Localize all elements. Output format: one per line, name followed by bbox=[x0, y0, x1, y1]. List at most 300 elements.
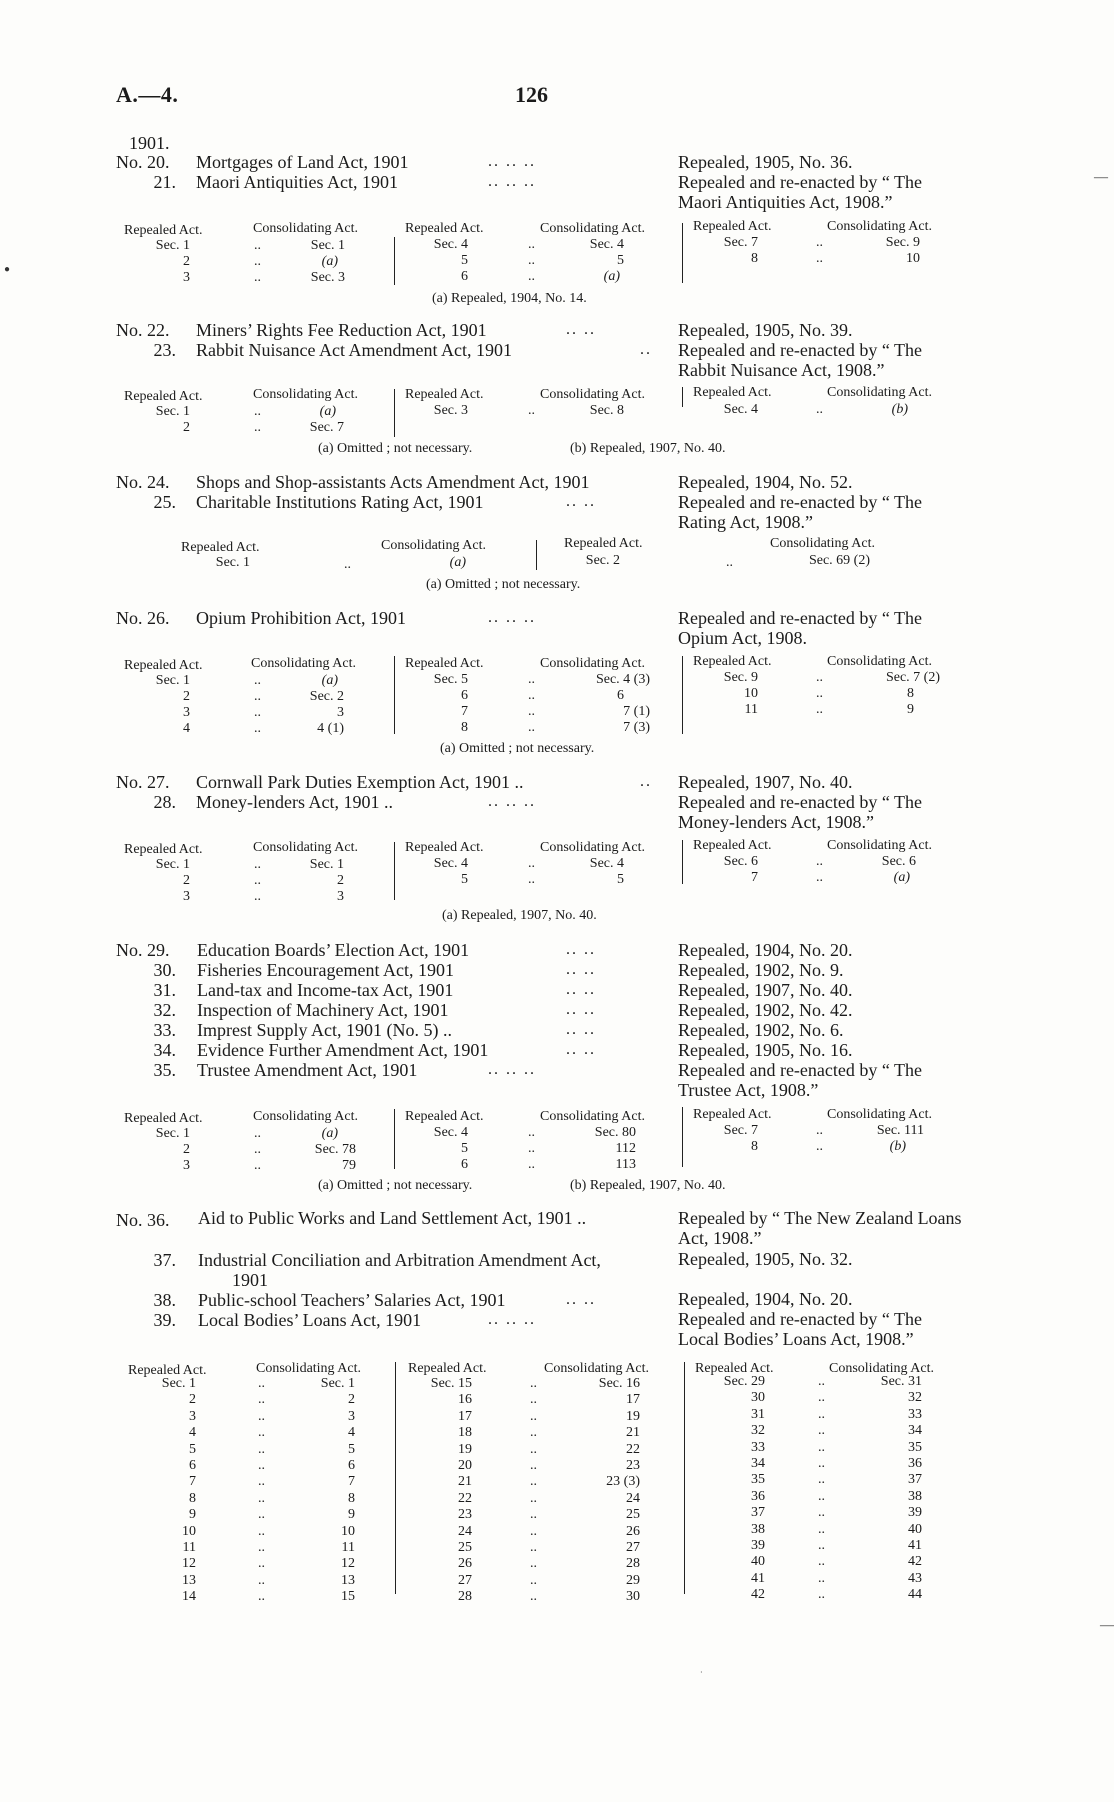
consolidating-section: 24 bbox=[626, 1491, 640, 1506]
leader-dots: .. bbox=[530, 1491, 537, 1506]
leader-dots: .. bbox=[254, 705, 261, 720]
leader-dots: .. bbox=[258, 1425, 265, 1440]
col-header-repealed: Repealed Act. bbox=[693, 385, 772, 400]
leader-dots: .. bbox=[254, 721, 261, 736]
leader-dots: .. bbox=[530, 1573, 537, 1588]
repealed-section: 38 bbox=[751, 1522, 765, 1537]
act-title: Local Bodies’ Loans Act, 1901 bbox=[198, 1310, 422, 1330]
table-footnote: (a) Omitted ; not necessary. bbox=[318, 441, 473, 456]
repealed-section: Sec. 1 bbox=[155, 673, 190, 688]
leader-dots: .. bbox=[640, 341, 652, 358]
act-status: Repealed, 1907, No. 40. bbox=[678, 980, 853, 1000]
repealed-section: 8 bbox=[461, 720, 468, 735]
repealed-section: 23 bbox=[458, 1507, 472, 1522]
leader-dots: .. bbox=[258, 1458, 265, 1473]
leader-dots: .. bbox=[816, 235, 823, 250]
act-number: No. 24. bbox=[116, 472, 170, 492]
consolidating-section: (b) bbox=[889, 1139, 906, 1154]
act-status: Repealed and re-enacted by “ The Money-lenders Act, 1908.” bbox=[678, 792, 923, 832]
repealed-section: 42 bbox=[751, 1587, 765, 1602]
col-header-consolidating: Consolidating Act. bbox=[253, 387, 358, 402]
leader-dots: .. bbox=[818, 1374, 825, 1389]
consolidating-section: 17 bbox=[626, 1392, 640, 1407]
repealed-section: 40 bbox=[751, 1554, 765, 1569]
repealed-section: 5 bbox=[461, 253, 468, 268]
repealed-section: 25 bbox=[458, 1540, 472, 1555]
act-status: Repealed by “ The New Zealand Loans Act, 1908.” bbox=[678, 1208, 962, 1248]
column-divider bbox=[682, 223, 683, 283]
repealed-section: 36 bbox=[751, 1489, 765, 1504]
act-title: Shops and Shop-assistants Acts Amendment Act, 1901 bbox=[196, 472, 590, 492]
leader-dots: .. bbox=[528, 237, 535, 252]
consolidating-section: 3 bbox=[337, 889, 344, 904]
leader-dots: .. .. bbox=[566, 981, 596, 998]
act-title: Aid to Public Works and Land Settlement Act, 1901 .. bbox=[198, 1208, 587, 1228]
consolidating-section: 26 bbox=[626, 1524, 640, 1539]
leader-dots: .. bbox=[258, 1573, 265, 1588]
consolidating-section: (a) bbox=[449, 555, 466, 570]
repealed-section: 13 bbox=[182, 1573, 196, 1588]
act-status: Repealed and re-enacted by “ The Local Bodies’ Loans Act, 1908.” bbox=[678, 1309, 923, 1349]
repealed-section: 34 bbox=[751, 1456, 765, 1471]
repealed-section: 17 bbox=[458, 1409, 472, 1424]
consolidating-section: 2 bbox=[348, 1392, 355, 1407]
leader-dots: .. bbox=[530, 1474, 537, 1489]
act-title-continued: 1901 bbox=[232, 1270, 268, 1290]
act-title: Charitable Institutions Rating Act, 1901 bbox=[196, 492, 484, 512]
leader-dots: .. bbox=[254, 1126, 261, 1141]
repealed-section: 11 bbox=[744, 702, 758, 717]
consolidating-section: 112 bbox=[615, 1141, 636, 1156]
consolidating-section: (a) bbox=[319, 404, 336, 419]
consolidating-section: 4 (1) bbox=[317, 721, 344, 736]
consolidating-section: 8 bbox=[907, 686, 914, 701]
consolidating-section: Sec. 9 bbox=[885, 235, 920, 250]
repealed-section: 7 bbox=[751, 870, 758, 885]
consolidating-section: 34 bbox=[908, 1423, 922, 1438]
consolidating-section: 32 bbox=[908, 1390, 922, 1405]
col-header-consolidating: Consolidating Act. bbox=[540, 1109, 645, 1124]
leader-dots: .. bbox=[818, 1456, 825, 1471]
consolidating-section: 39 bbox=[908, 1505, 922, 1520]
col-header-consolidating: Consolidating Act. bbox=[827, 838, 932, 853]
consolidating-section: 5 bbox=[348, 1442, 355, 1457]
repealed-section: 11 bbox=[182, 1540, 196, 1555]
act-number: 32. bbox=[153, 1000, 176, 1020]
column-divider bbox=[394, 389, 395, 437]
repealed-section: Sec. 4 bbox=[433, 856, 468, 871]
repealed-section: 24 bbox=[458, 1524, 472, 1539]
consolidating-section: Sec. 111 bbox=[876, 1123, 924, 1138]
leader-dots: .. bbox=[816, 251, 823, 266]
col-header-consolidating: Consolidating Act. bbox=[540, 656, 645, 671]
leader-dots: .. .. bbox=[566, 1041, 596, 1058]
act-number: No. 27. bbox=[116, 772, 170, 792]
consolidating-section: 4 bbox=[348, 1425, 355, 1440]
leader-dots: .. bbox=[254, 404, 261, 419]
act-number: 33. bbox=[153, 1020, 176, 1040]
col-header-consolidating: Consolidating Act. bbox=[540, 387, 645, 402]
repealed-section: Sec. 7 bbox=[723, 235, 758, 250]
consolidating-section: Sec. 7 bbox=[309, 420, 344, 435]
leader-dots: .. bbox=[726, 555, 733, 570]
leader-dots: .. .. .. bbox=[488, 609, 536, 626]
repealed-section: 32 bbox=[751, 1423, 765, 1438]
repealed-section: 26 bbox=[458, 1556, 472, 1571]
repealed-section: 14 bbox=[182, 1589, 196, 1604]
act-number: No. 20. bbox=[116, 152, 170, 172]
consolidating-section: 23 (3) bbox=[606, 1474, 640, 1489]
repealed-section: 9 bbox=[189, 1507, 196, 1522]
column-divider bbox=[395, 1362, 396, 1594]
repealed-section: Sec. 4 bbox=[433, 1125, 468, 1140]
repealed-section: 2 bbox=[183, 420, 190, 435]
leader-dots: .. bbox=[528, 403, 535, 418]
col-header-repealed: Repealed Act. bbox=[124, 389, 203, 404]
act-number: No. 22. bbox=[116, 320, 170, 340]
repealed-section: 10 bbox=[182, 1524, 196, 1539]
repealed-section: 21 bbox=[458, 1474, 472, 1489]
consolidating-section: Sec. 69 (2) bbox=[808, 553, 870, 568]
table-footnote: (a) Repealed, 1904, No. 14. bbox=[432, 291, 587, 306]
col-header-consolidating: Consolidating Act. bbox=[827, 385, 932, 400]
repealed-section: 28 bbox=[458, 1589, 472, 1604]
act-number: 23. bbox=[153, 340, 176, 360]
consolidating-section: 113 bbox=[615, 1157, 636, 1172]
consolidating-section: Sec. 4 bbox=[589, 237, 624, 252]
leader-dots: .. bbox=[530, 1589, 537, 1604]
leader-dots: .. bbox=[258, 1507, 265, 1522]
repealed-section: 30 bbox=[751, 1390, 765, 1405]
col-header-consolidating: Consolidating Act. bbox=[827, 1107, 932, 1122]
consolidating-section: Sec. 6 bbox=[881, 854, 916, 869]
consolidating-section: 37 bbox=[908, 1472, 922, 1487]
consolidating-section: (a) bbox=[603, 269, 620, 284]
col-header-consolidating: Consolidating Act. bbox=[253, 840, 358, 855]
leader-dots: .. bbox=[254, 673, 261, 688]
leader-dots: .. bbox=[258, 1540, 265, 1555]
leader-dots: .. bbox=[258, 1409, 265, 1424]
column-divider bbox=[536, 540, 537, 570]
col-header-repealed: Repealed Act. bbox=[693, 1107, 772, 1122]
repealed-section: 5 bbox=[189, 1442, 196, 1457]
leader-dots: .. .. bbox=[566, 1021, 596, 1038]
consolidating-section: 9 bbox=[907, 702, 914, 717]
consolidating-section: 36 bbox=[908, 1456, 922, 1471]
col-header-consolidating: Consolidating Act. bbox=[540, 221, 645, 236]
leader-dots: .. bbox=[816, 1123, 823, 1138]
consolidating-section: Sec. 80 bbox=[594, 1125, 636, 1140]
leader-dots: .. bbox=[816, 686, 823, 701]
col-header-repealed: Repealed Act. bbox=[564, 536, 643, 551]
act-title: Opium Prohibition Act, 1901 bbox=[196, 608, 407, 628]
repealed-section: Sec. 4 bbox=[433, 237, 468, 252]
consolidating-section: 42 bbox=[908, 1554, 922, 1569]
leader-dots: .. bbox=[258, 1589, 265, 1604]
leader-dots: .. bbox=[530, 1392, 537, 1407]
leader-dots: .. bbox=[258, 1524, 265, 1539]
leader-dots: .. bbox=[254, 689, 261, 704]
act-title: Fisheries Encouragement Act, 1901 bbox=[197, 960, 454, 980]
consolidating-section: 2 bbox=[337, 873, 344, 888]
act-status: Repealed, 1907, No. 40. bbox=[678, 772, 853, 792]
col-header-repealed: Repealed Act. bbox=[405, 221, 484, 236]
consolidating-section: 23 bbox=[626, 1458, 640, 1473]
year-label: 1901. bbox=[129, 133, 170, 153]
repealed-section: 39 bbox=[751, 1538, 765, 1553]
consolidating-section: Sec. 7 (2) bbox=[885, 670, 940, 685]
act-title: Maori Antiquities Act, 1901 bbox=[196, 172, 398, 192]
col-header-consolidating: Consolidating Act. bbox=[827, 219, 932, 234]
col-header-repealed: Repealed Act. bbox=[181, 540, 260, 555]
repealed-section: 5 bbox=[461, 872, 468, 887]
leader-dots: .. bbox=[530, 1425, 537, 1440]
repealed-section: 2 bbox=[183, 873, 190, 888]
column-divider bbox=[394, 656, 395, 734]
act-title: Mortgages of Land Act, 1901 bbox=[196, 152, 409, 172]
act-title: Cornwall Park Duties Exemption Act, 1901 .. bbox=[196, 772, 524, 792]
leader-dots: .. .. bbox=[566, 961, 596, 978]
consolidating-section: 6 bbox=[617, 688, 624, 703]
consolidating-section: Sec. 4 bbox=[589, 856, 624, 871]
consolidating-section: 7 (1) bbox=[623, 704, 650, 719]
leader-dots: .. bbox=[528, 872, 535, 887]
act-title: Money-lenders Act, 1901 .. bbox=[196, 792, 393, 812]
leader-dots: .. .. .. bbox=[488, 1061, 536, 1078]
repealed-section: Sec. 9 bbox=[723, 670, 758, 685]
leader-dots: .. bbox=[258, 1392, 265, 1407]
col-header-repealed: Repealed Act. bbox=[405, 387, 484, 402]
table-footnote: (a) Omitted ; not necessary. bbox=[318, 1178, 473, 1193]
leader-dots: .. bbox=[816, 702, 823, 717]
leader-dots: .. .. .. bbox=[488, 1311, 536, 1328]
leader-dots: .. bbox=[254, 857, 261, 872]
repealed-section: Sec. 15 bbox=[430, 1376, 472, 1391]
repealed-section: 6 bbox=[461, 269, 468, 284]
consolidating-section: 29 bbox=[626, 1573, 640, 1588]
leader-dots: .. bbox=[258, 1442, 265, 1457]
act-number: 37. bbox=[153, 1250, 176, 1270]
consolidating-section: 33 bbox=[908, 1407, 922, 1422]
leader-dots: .. bbox=[254, 889, 261, 904]
leader-dots: .. bbox=[816, 870, 823, 885]
consolidating-section: (b) bbox=[891, 402, 908, 417]
repealed-section: Sec. 1 bbox=[155, 1126, 190, 1141]
col-header-repealed: Repealed Act. bbox=[693, 654, 772, 669]
repealed-section: Sec. 4 bbox=[723, 402, 758, 417]
leader-dots: .. bbox=[530, 1458, 537, 1473]
repealed-section: 10 bbox=[744, 686, 758, 701]
consolidating-section: 30 bbox=[626, 1589, 640, 1604]
column-divider bbox=[394, 1109, 395, 1169]
leader-dots: .. bbox=[530, 1556, 537, 1571]
leader-dots: .. bbox=[818, 1390, 825, 1405]
repealed-section: 2 bbox=[189, 1392, 196, 1407]
consolidating-section: 5 bbox=[617, 872, 624, 887]
leader-dots: .. bbox=[528, 688, 535, 703]
consolidating-section: 10 bbox=[906, 251, 920, 266]
col-header-consolidating: Consolidating Act. bbox=[829, 1361, 934, 1376]
repealed-section: 8 bbox=[751, 1139, 758, 1154]
repealed-section: 20 bbox=[458, 1458, 472, 1473]
leader-dots: .. bbox=[528, 704, 535, 719]
leader-dots: .. .. .. bbox=[488, 793, 536, 810]
col-header-consolidating: Consolidating Act. bbox=[540, 840, 645, 855]
repealed-section: 6 bbox=[461, 1157, 468, 1172]
leader-dots: .. bbox=[258, 1556, 265, 1571]
consolidating-section: 11 bbox=[341, 1540, 355, 1555]
repealed-section: 8 bbox=[751, 251, 758, 266]
consolidating-section: Sec. 1 bbox=[320, 1376, 355, 1391]
leader-dots: .. bbox=[818, 1554, 825, 1569]
act-status: Repealed, 1904, No. 20. bbox=[678, 1289, 853, 1309]
act-title: Rabbit Nuisance Act Amendment Act, 1901 bbox=[196, 340, 512, 360]
consolidating-section: 13 bbox=[341, 1573, 355, 1588]
consolidating-section: (a) bbox=[893, 870, 910, 885]
consolidating-section: 5 bbox=[617, 253, 624, 268]
leader-dots: .. bbox=[818, 1472, 825, 1487]
column-divider bbox=[682, 387, 683, 407]
repealed-section: 3 bbox=[183, 705, 190, 720]
consolidating-section: 3 bbox=[348, 1409, 355, 1424]
repealed-section: Sec. 5 bbox=[433, 672, 468, 687]
act-title: Imprest Supply Act, 1901 (No. 5) .. bbox=[197, 1020, 452, 1040]
repealed-section: Sec. 3 bbox=[433, 403, 468, 418]
consolidating-section: Sec. 31 bbox=[880, 1374, 922, 1389]
leader-dots: .. bbox=[258, 1376, 265, 1391]
leader-dots: .. bbox=[528, 720, 535, 735]
col-header-repealed: Repealed Act. bbox=[128, 1363, 207, 1378]
leader-dots: .. bbox=[254, 270, 261, 285]
act-title: Evidence Further Amendment Act, 1901 bbox=[197, 1040, 489, 1060]
consolidating-section: Sec. 16 bbox=[598, 1376, 640, 1391]
col-header-repealed: Repealed Act. bbox=[124, 658, 203, 673]
leader-dots: .. bbox=[528, 253, 535, 268]
act-number: 25. bbox=[153, 492, 176, 512]
column-divider bbox=[682, 840, 683, 884]
consolidating-section: 21 bbox=[626, 1425, 640, 1440]
col-header-consolidating: Consolidating Act. bbox=[381, 538, 486, 553]
document-reference: A.—4. bbox=[116, 82, 179, 107]
consolidating-section: 9 bbox=[348, 1507, 355, 1522]
leader-dots: .. bbox=[528, 856, 535, 871]
act-number: 30. bbox=[153, 960, 176, 980]
leader-dots: .. bbox=[818, 1571, 825, 1586]
consolidating-section: Sec. 1 bbox=[310, 238, 345, 253]
leader-dots: .. bbox=[530, 1540, 537, 1555]
column-divider bbox=[682, 1107, 683, 1167]
act-title: Industrial Conciliation and Arbitration Amendment Act, bbox=[198, 1250, 601, 1270]
repealed-section: 12 bbox=[182, 1556, 196, 1571]
leader-dots: .. bbox=[528, 1125, 535, 1140]
col-header-repealed: Repealed Act. bbox=[695, 1361, 774, 1376]
consolidating-section: Sec. 8 bbox=[589, 403, 624, 418]
act-title: Land-tax and Income-tax Act, 1901 bbox=[197, 980, 454, 1000]
column-divider bbox=[394, 842, 395, 900]
consolidating-section: 7 bbox=[348, 1474, 355, 1489]
consolidating-section: Sec. 3 bbox=[310, 270, 345, 285]
consolidating-section: 41 bbox=[908, 1538, 922, 1553]
leader-dots: .. bbox=[258, 1474, 265, 1489]
act-title: Miners’ Rights Fee Reduction Act, 1901 bbox=[196, 320, 487, 340]
repealed-section: 2 bbox=[183, 1142, 190, 1157]
leader-dots: .. .. .. bbox=[488, 173, 536, 190]
repealed-section: Sec. 1 bbox=[161, 1376, 196, 1391]
leader-dots: .. bbox=[530, 1376, 537, 1391]
act-number: 39. bbox=[153, 1310, 176, 1330]
leader-dots: .. bbox=[530, 1507, 537, 1522]
leader-dots: .. bbox=[254, 1158, 261, 1173]
repealed-section: 19 bbox=[458, 1442, 472, 1457]
table-footnote: (a) Omitted ; not necessary. bbox=[440, 741, 595, 756]
repealed-section: Sec. 1 bbox=[155, 404, 190, 419]
leader-dots: .. bbox=[530, 1442, 537, 1457]
act-number: No. 26. bbox=[116, 608, 170, 628]
leader-dots: .. .. bbox=[566, 1291, 596, 1308]
act-status: Repealed, 1905, No. 16. bbox=[678, 1040, 853, 1060]
act-status: Repealed, 1905, No. 39. bbox=[678, 320, 853, 340]
leader-dots: .. bbox=[528, 1141, 535, 1156]
consolidating-section: (a) bbox=[321, 254, 338, 269]
leader-dots: .. .. .. bbox=[488, 153, 536, 170]
repealed-section: Sec. 29 bbox=[723, 1374, 765, 1389]
repealed-section: Sec. 1 bbox=[215, 555, 250, 570]
consolidating-section: Sec. 4 (3) bbox=[595, 672, 650, 687]
col-header-consolidating: Consolidating Act. bbox=[253, 221, 358, 236]
act-title: Education Boards’ Election Act, 1901 bbox=[197, 940, 470, 960]
leader-dots: .. bbox=[344, 557, 351, 572]
leader-dots: .. bbox=[818, 1505, 825, 1520]
col-header-consolidating: Consolidating Act. bbox=[253, 1109, 358, 1124]
act-status: Repealed, 1904, No. 20. bbox=[678, 940, 853, 960]
repealed-section: Sec. 7 bbox=[723, 1123, 758, 1138]
leader-dots: .. bbox=[528, 269, 535, 284]
column-divider bbox=[682, 656, 683, 734]
act-status: Repealed, 1905, No. 36. bbox=[678, 152, 853, 172]
consolidating-section: 15 bbox=[341, 1589, 355, 1604]
act-status: Repealed, 1902, No. 42. bbox=[678, 1000, 853, 1020]
repealed-section: 3 bbox=[183, 1158, 190, 1173]
table-footnote: (b) Repealed, 1907, No. 40. bbox=[570, 441, 726, 456]
leader-dots: .. bbox=[818, 1522, 825, 1537]
leader-dots: .. bbox=[818, 1423, 825, 1438]
leader-dots: .. bbox=[818, 1407, 825, 1422]
act-status: Repealed and re-enacted by “ The Trustee Act, 1908.” bbox=[678, 1060, 923, 1100]
repealed-section: 33 bbox=[751, 1440, 765, 1455]
repealed-section: 3 bbox=[189, 1409, 196, 1424]
consolidating-section: 43 bbox=[908, 1571, 922, 1586]
repealed-section: Sec. 2 bbox=[585, 553, 620, 568]
repealed-section: 3 bbox=[183, 270, 190, 285]
table-footnote: (a) Repealed, 1907, No. 40. bbox=[442, 908, 597, 923]
leader-dots: .. bbox=[818, 1538, 825, 1553]
consolidating-section: 44 bbox=[908, 1587, 922, 1602]
act-number: 38. bbox=[153, 1290, 176, 1310]
act-status: Repealed, 1902, No. 6. bbox=[678, 1020, 844, 1040]
col-header-consolidating: Consolidating Act. bbox=[256, 1361, 361, 1376]
consolidating-section: Sec. 78 bbox=[314, 1142, 356, 1157]
repealed-section: 31 bbox=[751, 1407, 765, 1422]
act-title: Trustee Amendment Act, 1901 bbox=[197, 1060, 418, 1080]
consolidating-section: (a) bbox=[321, 1126, 338, 1141]
act-title: Public-school Teachers’ Salaries Act, 1901 bbox=[198, 1290, 506, 1310]
consolidating-section: 8 bbox=[348, 1491, 355, 1506]
leader-dots: .. bbox=[528, 672, 535, 687]
col-header-repealed: Repealed Act. bbox=[124, 1111, 203, 1126]
repealed-section: 5 bbox=[461, 1141, 468, 1156]
consolidating-section: 6 bbox=[348, 1458, 355, 1473]
leader-dots: .. bbox=[258, 1491, 265, 1506]
